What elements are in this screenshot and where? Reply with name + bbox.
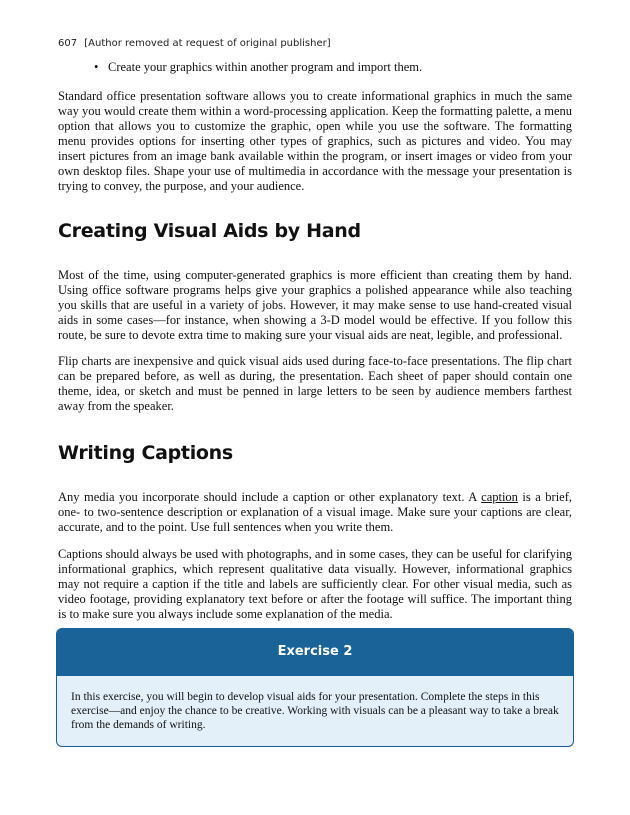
paragraph-office-software: Standard office presentation software allows you to create informational graphics in much the same way you would create them within a word-processing application. Keep the formatting palette, a menu option that allows you to customize the graphic, open while you use the software. The formatting menu provides options for inserting other types of graphics, such as pictures and video. You may insert pictures from an image bank available within the program, or insert images or video from your own desktop files. Shape your use of multimedia in accordance with the message your presentation is trying to convey, the purpose, and your audience.	[58, 89, 572, 193]
page-header	[58, 38, 331, 49]
paragraph-text-start: Any media you incorporate should include a caption or other explanatory text. A	[58, 490, 482, 504]
glossary-term-caption[interactable]: caption	[481, 490, 518, 504]
list-item	[94, 60, 422, 75]
page-number: 607	[58, 38, 78, 49]
section-heading-visual-aids-by-hand: Creating Visual Aids by Hand	[58, 220, 361, 242]
paragraph-caption-usage: Captions should always be used with photographs, and in some cases, they can be useful for clarifying informational graphics, which represent qualitative data visually. However, informational graphics may not require a caption if the title and labels are sufficiently clear. For other visual media, such as video footage, providing explanatory text before or after the footage will suffice. The important thing is to make sure you always include some explanation of the media.	[58, 547, 572, 621]
bullet-marker: •	[94, 60, 99, 74]
exercise-title: Exercise 2	[57, 628, 573, 676]
section-heading-writing-captions: Writing Captions	[58, 442, 233, 464]
paragraph-hand-created-aids: Most of the time, using computer-generated graphics is more efficient than creating them by hand. Using office software programs helps give your graphics a polished appearance while also teaching you skills that are useful in a variety of jobs. However, it may make sense to use hand-created visual aids in some cases—for instance, when showing a 3-D model would be effective. If you follow this route, be sure to devote extra time to making sure your visual aids are neat, legible, and professional.	[58, 268, 572, 342]
exercise-body: In this exercise, you will begin to develop visual aids for your presentation. Complete the steps in this exercise—and enjoy the chance to be creative. Working with visuals can be a pleasant way to take a break from the demands of writing.	[71, 691, 559, 731]
bullet-list	[94, 60, 422, 75]
paragraph-flip-charts: Flip charts are inexpensive and quick visual aids used during face-to-face presentations. The flip chart can be prepared before, as well as during, the presentation. Each sheet of paper should contain one theme, idea, or sketch and must be penned in large letters to be seen by audience members farthest away from the speaker.	[58, 354, 572, 413]
paragraph-caption-definition	[58, 490, 572, 535]
attribution-note: [Author removed at request of original publisher]	[84, 38, 331, 49]
exercise-box	[56, 628, 574, 747]
paragraph-text-end: is a brief, one- to two-sentence description or explanation of a visual image. Make sure your captions are clear, accurate, and to the point. Use full sentences when you write them.	[58, 490, 573, 534]
list-item-text: Create your graphics within another program and import them.	[108, 60, 423, 74]
